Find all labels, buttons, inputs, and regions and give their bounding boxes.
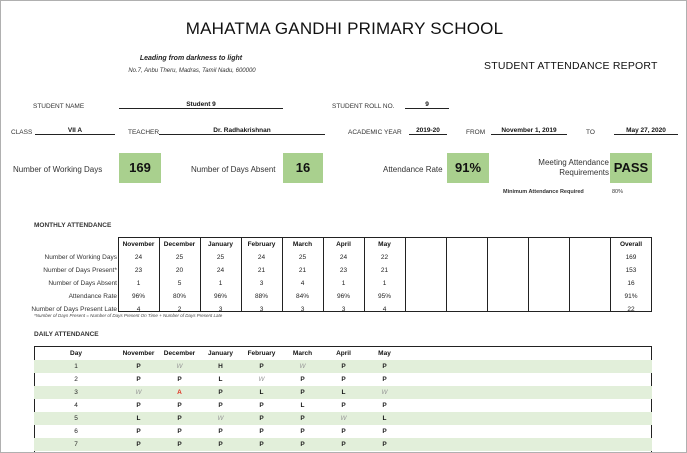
daily-status-cell[interactable]: L [341, 389, 346, 396]
monthly-cell: 84% [295, 293, 309, 300]
teacher-value[interactable]: Dr. Radhakrishnan [159, 127, 325, 135]
daily-status-cell[interactable]: P [300, 415, 305, 422]
daily-status-cell[interactable]: P [177, 402, 182, 409]
monthly-cell: 24 [216, 267, 225, 274]
monthly-cell: 24 [339, 254, 348, 261]
days-absent-label: Number of Days Absent [191, 165, 276, 174]
daily-status-cell[interactable]: P [177, 415, 182, 422]
monthly-col-divider [446, 237, 447, 312]
daily-status-cell[interactable]: P [382, 441, 387, 448]
monthly-cell: 3 [300, 306, 305, 313]
daily-status-cell[interactable]: P [341, 363, 346, 370]
min-required-label: Minimum Attendance Required [503, 189, 584, 195]
daily-day-number: 7 [74, 441, 78, 448]
attendance-rate-box: 91% [447, 153, 489, 183]
monthly-col-divider [200, 237, 201, 312]
monthly-cell: 25 [216, 254, 225, 261]
monthly-row-label: Number of Working Days [44, 254, 117, 261]
monthly-header-january: January [208, 241, 233, 248]
monthly-cell: 24 [257, 254, 266, 261]
daily-status-cell[interactable]: P [218, 402, 223, 409]
monthly-section-title: MONTHLY ATTENDANCE [34, 222, 112, 229]
daily-status-cell[interactable]: P [382, 402, 387, 409]
daily-day-number: 5 [74, 415, 78, 422]
daily-status-cell[interactable]: L [259, 389, 264, 396]
daily-status-cell[interactable]: P [341, 402, 346, 409]
academic-year-value[interactable]: 2019-20 [409, 127, 447, 135]
student-roll-label: STUDENT ROLL NO. [332, 103, 395, 110]
daily-day-number: 6 [74, 428, 78, 435]
monthly-cell: 23 [134, 267, 143, 274]
daily-status-cell[interactable]: P [300, 389, 305, 396]
school-name: MAHATMA GANDHI PRIMARY SCHOOL [185, 19, 504, 38]
daily-status-cell[interactable]: P [177, 441, 182, 448]
student-name-value[interactable]: Student 9 [119, 101, 283, 109]
daily-status-cell[interactable]: P [341, 428, 346, 435]
monthly-row-label: Number of Days Absent [48, 280, 117, 287]
monthly-cell: 4 [300, 280, 305, 287]
monthly-header-may: May [378, 241, 391, 248]
daily-status-cell[interactable]: P [259, 428, 264, 435]
monthly-footnote: *Number of Days Present = Number of Days Present On Time + Number of Days Present Late [34, 313, 223, 318]
daily-status-cell[interactable]: W [299, 363, 306, 370]
student-name-label: STUDENT NAME [33, 103, 85, 110]
report-title: STUDENT ATTENDANCE REPORT [484, 60, 658, 72]
monthly-overall-cell: 169 [625, 254, 637, 261]
daily-status-cell[interactable]: L [136, 415, 141, 422]
monthly-col-divider [610, 237, 611, 312]
monthly-cell: 4 [382, 306, 387, 313]
daily-status-cell[interactable]: P [382, 428, 387, 435]
class-label: CLASS [11, 129, 33, 136]
monthly-cell: 1 [218, 280, 223, 287]
monthly-cell: 4 [136, 306, 141, 313]
daily-status-cell[interactable]: A [177, 389, 182, 396]
daily-status-cell[interactable]: P [382, 363, 387, 370]
daily-status-cell[interactable]: P [259, 402, 264, 409]
daily-status-cell[interactable]: L [382, 415, 387, 422]
monthly-header-december: December [163, 241, 196, 248]
daily-status-cell[interactable]: W [340, 415, 347, 422]
daily-section-title: DAILY ATTENDANCE [34, 331, 99, 338]
daily-status-cell[interactable]: L [218, 376, 223, 383]
monthly-cell: 1 [136, 280, 141, 287]
monthly-row-label: Attendance Rate [68, 293, 117, 300]
monthly-header-overall: Overall [619, 241, 643, 248]
daily-header-april: April [336, 350, 351, 357]
monthly-header-november: November [122, 241, 155, 248]
requirement-result-box: PASS [610, 153, 652, 183]
daily-header-march: March [292, 350, 313, 357]
monthly-col-divider [569, 237, 570, 312]
monthly-overall-cell: 16 [627, 280, 635, 287]
monthly-col-divider [241, 237, 242, 312]
monthly-cell: 96% [131, 293, 145, 300]
from-label: FROM [466, 129, 486, 136]
daily-status-cell[interactable]: H [218, 363, 223, 370]
daily-status-cell[interactable]: P [382, 376, 387, 383]
daily-status-cell[interactable]: P [259, 441, 264, 448]
monthly-row-label: Number of Days Present Late [31, 306, 117, 313]
monthly-table-frame [118, 237, 652, 312]
monthly-col-divider [487, 237, 488, 312]
to-label: TO [586, 129, 595, 136]
daily-status-cell[interactable]: P [177, 428, 182, 435]
daily-status-cell[interactable]: P [218, 441, 223, 448]
monthly-cell: 25 [175, 254, 184, 261]
daily-day-number: 3 [74, 389, 78, 396]
monthly-cell: 2 [177, 306, 182, 313]
monthly-overall-cell: 91% [624, 293, 638, 300]
monthly-cell: 88% [254, 293, 268, 300]
monthly-header-february: February [247, 241, 276, 248]
daily-status-cell[interactable]: P [177, 376, 182, 383]
monthly-col-divider [405, 237, 406, 312]
daily-status-cell[interactable]: P [136, 363, 141, 370]
to-date-value[interactable]: May 27, 2020 [614, 127, 678, 135]
monthly-col-divider [528, 237, 529, 312]
monthly-row-label: Number of Days Present* [43, 267, 117, 274]
monthly-col-divider [282, 237, 283, 312]
monthly-cell: 80% [172, 293, 186, 300]
daily-header-february: February [247, 350, 276, 357]
monthly-header-march: March [292, 241, 313, 248]
daily-status-cell[interactable]: W [381, 389, 388, 396]
requirement-label: Meeting Attendance Requirements [538, 158, 609, 177]
daily-header-january: January [208, 350, 233, 357]
daily-status-cell[interactable]: P [218, 389, 223, 396]
attendance-rate-label: Attendance Rate [383, 165, 443, 174]
daily-status-cell[interactable]: P [136, 428, 141, 435]
monthly-cell: 23 [339, 267, 348, 274]
daily-status-cell[interactable]: W [217, 415, 224, 422]
daily-status-cell[interactable]: P [136, 376, 141, 383]
monthly-cell: 24 [134, 254, 143, 261]
teacher-label: TEACHER [128, 129, 160, 136]
monthly-cell: 96% [213, 293, 227, 300]
monthly-cell: 22 [380, 254, 389, 261]
monthly-cell: 3 [259, 306, 264, 313]
daily-status-cell[interactable]: P [341, 376, 346, 383]
class-value[interactable]: VII A [35, 127, 115, 135]
from-date-value[interactable]: November 1, 2019 [491, 127, 567, 135]
monthly-col-divider [323, 237, 324, 312]
days-absent-box: 16 [283, 153, 323, 183]
daily-status-cell[interactable]: W [176, 363, 183, 370]
daily-status-cell[interactable]: P [136, 441, 141, 448]
monthly-overall-cell: 153 [625, 267, 637, 274]
daily-status-cell[interactable]: P [341, 441, 346, 448]
monthly-cell: 21 [298, 267, 307, 274]
daily-header-november: November [122, 350, 155, 357]
monthly-cell: 3 [341, 306, 346, 313]
academic-year-label: ACADEMIC YEAR [348, 129, 402, 136]
monthly-cell: 3 [259, 280, 264, 287]
monthly-cell: 3 [218, 306, 223, 313]
monthly-header-april: April [336, 241, 351, 248]
daily-status-cell[interactable]: P [300, 428, 305, 435]
monthly-cell: 20 [175, 267, 184, 274]
working-days-box: 169 [119, 153, 161, 183]
student-roll-value[interactable]: 9 [405, 101, 449, 109]
daily-status-cell[interactable]: P [218, 428, 223, 435]
daily-header-may: May [378, 350, 391, 357]
daily-day-number: 4 [74, 402, 78, 409]
daily-status-cell[interactable]: P [259, 415, 264, 422]
daily-status-cell[interactable]: W [258, 376, 265, 383]
daily-header-december: December [163, 350, 196, 357]
daily-status-cell[interactable]: W [135, 389, 142, 396]
daily-status-cell[interactable]: P [300, 376, 305, 383]
daily-day-number: 1 [74, 363, 78, 370]
daily-status-cell[interactable]: L [300, 402, 305, 409]
monthly-cell: 1 [341, 280, 346, 287]
monthly-cell: 1 [382, 280, 387, 287]
daily-day-number: 2 [74, 376, 78, 383]
min-required-value: 80% [612, 189, 624, 195]
daily-status-cell[interactable]: P [259, 363, 264, 370]
school-address: No.7, Anbu Theru, Madras, Tamil Nadu, 600000 [128, 68, 256, 74]
monthly-cell: 96% [336, 293, 350, 300]
monthly-col-divider [159, 237, 160, 312]
working-days-label: Number of Working Days [13, 165, 103, 174]
daily-header-day: Day [70, 350, 82, 357]
school-tagline: Leading from darkness to light [139, 55, 243, 62]
monthly-cell: 5 [177, 280, 182, 287]
daily-status-cell[interactable]: P [136, 402, 141, 409]
monthly-cell: 21 [257, 267, 266, 274]
monthly-overall-cell: 22 [627, 306, 635, 313]
monthly-cell: 21 [380, 267, 389, 274]
monthly-cell: 25 [298, 254, 307, 261]
daily-status-cell[interactable]: P [300, 441, 305, 448]
monthly-col-divider [364, 237, 365, 312]
monthly-cell: 95% [377, 293, 391, 300]
